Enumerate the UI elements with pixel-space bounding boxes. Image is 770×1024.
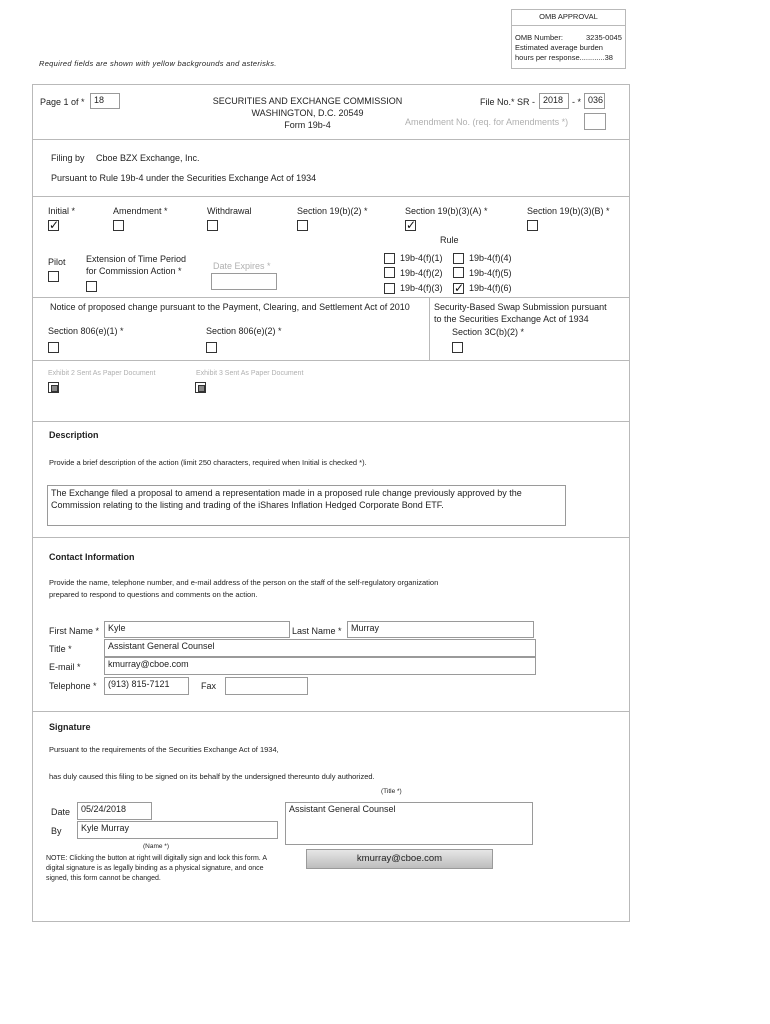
contact-title: Contact Information <box>49 552 135 562</box>
notice-column-divider <box>429 297 430 360</box>
section-806e2-checkbox[interactable] <box>206 342 217 353</box>
file-number-field[interactable]: 036 <box>584 93 605 109</box>
fax-field[interactable] <box>225 677 308 695</box>
divider-description <box>32 537 630 538</box>
withdrawal-label: Withdrawal <box>207 206 252 216</box>
section-3cb2-label: Section 3C(b)(2) * <box>452 327 525 337</box>
rule-f6-checkbox[interactable] <box>453 283 464 294</box>
section-19b3b-checkbox[interactable] <box>527 220 538 231</box>
rule-f5-checkbox[interactable] <box>453 267 464 278</box>
withdrawal-checkbox[interactable] <box>207 220 218 231</box>
rule-f5-label: 19b-4(f)(5) <box>469 268 512 278</box>
title-caption: (Title *) <box>381 788 402 795</box>
title-field[interactable]: Assistant General Counsel <box>104 639 536 657</box>
section-806e1-checkbox[interactable] <box>48 342 59 353</box>
pursuant-rule-text: Pursuant to Rule 19b-4 under the Securities Exchange Act of 1934 <box>51 173 317 183</box>
file-year-field[interactable]: 2018 <box>539 93 569 109</box>
signature-pursuant-text: Pursuant to the requirements of the Securities Exchange Act of 1934, <box>49 745 279 754</box>
page-total-field[interactable]: 18 <box>90 93 120 109</box>
exhibit3-label: Exhibit 3 Sent As Paper Document <box>196 370 304 377</box>
rule-f1-checkbox[interactable] <box>384 253 395 264</box>
amendment-option-label: Amendment * <box>113 206 168 216</box>
omb-divider <box>511 25 626 26</box>
sig-date-label: Date <box>51 807 71 817</box>
signature-title: Signature <box>49 722 91 732</box>
divider-contact <box>32 711 630 712</box>
title-label: Title * <box>49 644 72 654</box>
notice-text: Notice of proposed change pursuant to the Payment, Clearing, and Settlement Act of 2010 <box>50 302 410 312</box>
telephone-field[interactable]: (913) 815-7121 <box>104 677 189 695</box>
page-label: Page 1 of * <box>40 97 85 107</box>
rule-f1-label: 19b-4(f)(1) <box>400 253 443 263</box>
extension-line2: for Commission Action * <box>86 266 182 276</box>
rule-f2-checkbox[interactable] <box>384 267 395 278</box>
initial-checkbox[interactable] <box>48 220 59 231</box>
commission-line2: WASHINGTON, D.C. 20549 <box>251 108 364 118</box>
form-number: Form 19b-4 <box>284 120 331 130</box>
name-caption: (Name *) <box>143 843 170 850</box>
omb-burden-line1: Estimated average burden <box>515 43 603 52</box>
omb-number-label: OMB Number: <box>515 33 563 42</box>
amendment-no-field[interactable] <box>584 113 606 130</box>
sig-by-label: By <box>51 826 62 836</box>
initial-label: Initial * <box>48 206 76 216</box>
omb-heading: OMB APPROVAL <box>539 12 598 21</box>
last-name-label: Last Name * <box>292 626 342 636</box>
amendment-checkbox[interactable] <box>113 220 124 231</box>
rule-f4-checkbox[interactable] <box>453 253 464 264</box>
section-806e2-label: Section 806(e)(2) * <box>206 326 282 336</box>
file-sep: - * <box>572 97 581 107</box>
pilot-checkbox[interactable] <box>48 271 59 282</box>
first-name-label: First Name * <box>49 626 100 636</box>
telephone-label: Telephone * <box>49 681 97 691</box>
divider-options <box>32 297 630 298</box>
date-expires-field[interactable] <box>211 273 277 290</box>
rule-f3-checkbox[interactable] <box>384 283 395 294</box>
digital-sign-button[interactable]: kmurray@cboe.com <box>306 849 493 869</box>
divider-notice <box>32 360 630 361</box>
divider-exhibits <box>32 421 630 422</box>
rule-f2-label: 19b-4(f)(2) <box>400 268 443 278</box>
filing-by-value: Cboe BZX Exchange, Inc. <box>96 153 200 163</box>
section-19b3a-label: Section 19(b)(3)(A) * <box>405 206 488 216</box>
fax-label: Fax <box>201 681 217 691</box>
sign-note: NOTE: Clicking the button at right will digitally sign and lock this form. A digital signature is as legally binding as a physical signature, and once signed, this form cannot be changed. <box>46 855 267 882</box>
amendment-label: Amendment No. (req. for Amendments *) <box>405 117 569 127</box>
section-19b2-label: Section 19(b)(2) * <box>297 206 368 216</box>
signer-title-field[interactable]: Assistant General Counsel <box>285 802 533 845</box>
exhibit3-attachment-icon[interactable] <box>195 382 206 393</box>
rule-f6-label: 19b-4(f)(6) <box>469 283 512 293</box>
filing-by-label: Filing by <box>51 153 85 163</box>
file-no-label: File No.* SR - <box>480 97 536 107</box>
divider-filing <box>32 196 630 197</box>
swap-line1: Security-Based Swap Submission pursuant <box>434 302 607 312</box>
signature-caused-text: has duly caused this filing to be signed on its behalf by the undersigned thereunto duly authorized. <box>49 772 375 781</box>
rule-f3-label: 19b-4(f)(3) <box>400 283 443 293</box>
last-name-field[interactable]: Murray <box>347 621 534 638</box>
section-3cb2-checkbox[interactable] <box>452 342 463 353</box>
section-806e1-label: Section 806(e)(1) * <box>48 326 124 336</box>
sig-by-field[interactable]: Kyle Murray <box>77 821 278 839</box>
contact-instruction-line1: Provide the name, telephone number, and e-mail address of the person on the staff of the self-regulatory organization <box>49 578 439 587</box>
email-field[interactable]: kmurray@cboe.com <box>104 657 536 675</box>
exhibit2-label: Exhibit 2 Sent As Paper Document <box>48 370 156 377</box>
first-name-field[interactable]: Kyle <box>104 621 290 638</box>
extension-checkbox[interactable] <box>86 281 97 292</box>
description-field[interactable]: The Exchange filed a proposal to amend a representation made in a proposed rule change previously approved by the Commission relating to the listing and trading of the iShares Inflation Hedged Corporate Bond ETF. <box>47 485 566 526</box>
section-19b3a-checkbox[interactable] <box>405 220 416 231</box>
omb-number-value: 3235-0045 <box>586 33 622 42</box>
section-19b2-checkbox[interactable] <box>297 220 308 231</box>
swap-line2: to the Securities Exchange Act of 1934 <box>434 314 589 324</box>
required-note: Required fields are shown with yellow backgrounds and asterisks. <box>39 59 277 68</box>
sig-date-field[interactable]: 05/24/2018 <box>77 802 152 820</box>
description-title: Description <box>49 430 99 440</box>
omb-burden-line2: hours per response............38 <box>515 53 613 62</box>
exhibit2-attachment-icon[interactable] <box>48 382 59 393</box>
rule-f4-label: 19b-4(f)(4) <box>469 253 512 263</box>
section-19b3b-label: Section 19(b)(3)(B) * <box>527 206 610 216</box>
extension-line1: Extension of Time Period <box>86 254 187 264</box>
date-expires-label: Date Expires * <box>213 261 271 271</box>
contact-instruction-line2: prepared to respond to questions and comments on the action. <box>49 590 258 599</box>
pilot-label: Pilot <box>48 257 66 267</box>
email-label: E-mail * <box>49 662 81 672</box>
divider-header <box>32 139 630 140</box>
commission-line1: SECURITIES AND EXCHANGE COMMISSION <box>212 96 403 106</box>
description-instruction: Provide a brief description of the action (limit 250 characters, required when Initial is checked *). <box>49 458 367 467</box>
rule-label: Rule <box>440 235 459 245</box>
